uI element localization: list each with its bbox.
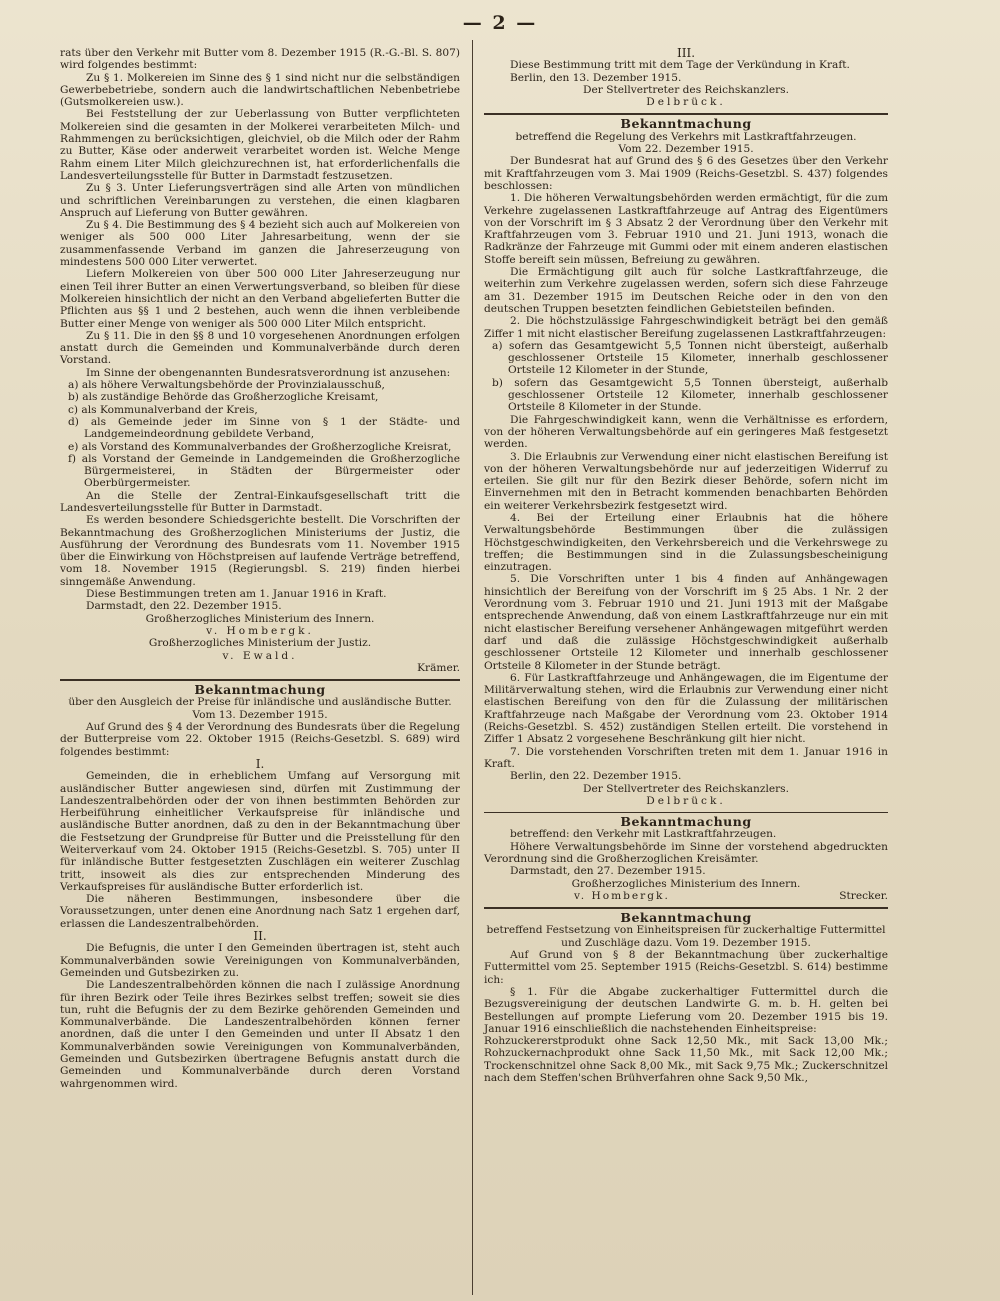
signature-name: Delbrück. <box>646 96 726 109</box>
signature-name: Strecker. <box>839 889 888 902</box>
numbered-paragraph: Die Fahrgeschwindigkeit kann, wenn die Verhältnisse es erfordern, von der höheren Verwaltungsbehörde auf ein geringeres Maß festgesetzt werden. <box>484 413 888 451</box>
announcement-heading: Bekanntmachung <box>620 116 752 132</box>
list-item: a) als höhere Verwaltungsbehörde der Provinzialausschuß, <box>68 379 385 392</box>
signature-row <box>484 890 888 902</box>
list-item: f) als Vorstand der Gemeinde in Landgemeinden die Großherzogliche Bürgermeisterei, in Städten der Bürgermeister oder Oberbürgermeister. <box>68 452 460 490</box>
section-paragraph: Die Landeszentralbehörden können die nach I zulässige Anordnung für ihren Bezirk oder Teile ihres Bezirkes selbst treffen; soweit sie dies tun, ruht die Befugnis der zu dem Bezirke gehörenden Gemeinden und Kommunalverbände. Die Landeszentralbehörden können ferner anordnen, daß die unter I den Gemeinden und unter II Absatz 1 den Kommunalverbänden sowie Vereinigungen von Kommunalverbänden, Gemeinden und Gutsbezirken übertragene Befugnis anstatt durch die Gemeinden und Kommunalverbände durch deren Vorstand wahrgenommen wird. <box>60 979 460 1090</box>
butter-paragraph: Zu § 11. Die in den §§ 8 und 10 vorgesehenen Anordnungen erfolgen anstatt durch die Gemeinden und Kommunalverbände durch deren Vorstand. <box>60 329 460 367</box>
butter-paragraph: Zu § 4. Die Bestimmung des § 4 bezieht sich auch auf Molkereien von weniger als 500 000 Liter Jahresarbeitung, wenn der sie zusammenfassende Verband im ganzen die Jahreserzeugung von mindestens 500 000 Liter verwertet. <box>60 219 460 269</box>
left-column <box>60 47 460 1090</box>
signature-name: v. Ewald. <box>222 649 298 662</box>
section-rule <box>484 907 888 909</box>
announcement-subject: betreffend: den Verkehr mit Lastkraftfahrzeugen. <box>510 828 777 841</box>
section-number: III. <box>676 46 696 60</box>
numbered-paragraph: 5. Die Vorschriften unter 1 bis 4 finden auf Anhängewagen hinsichtlich der Bereifung von der Vorschrift im § 25 Abs. 1 Nr. 2 der Verordnung vom 3. Februar 1910 und 21. Juni 1913 mit der Maßgabe entsprechende Anwendung, daß von einem Lastkraftfahrzeuge nur ein mit nicht elastischer Bereifung versehener Anhängewagen mitgeführt werden darf und daß die zulässige Höchstgeschwindigkeit außerhalb geschlossener Ortsteile 12 Kilometer und innerhalb geschlossener Ortsteile 8 Kilometer in der Stunde beträgt. <box>484 573 888 672</box>
list-item: b) als zuständige Behörde das Großherzogliche Kreisamt, <box>68 391 379 404</box>
numbered-paragraph: 1. Die höheren Verwaltungsbehörden werden ermächtigt, für die zum Verkehre zugelassenen Lastkraftfahrzeuge auf Antrag des Eigentümers von der Vorschrift im § 3 Absatz 2 der Verordnung über den Verkehr mit Kraftfahrzeugen vom 3. Februar 1910 und 21. Juni 1913, wonach die Radkränze der Fahrzeuge mit Gummi oder mit einem anderen elastischen Stoffe bereift sein müssen, Befreiung zu gewähren. <box>484 192 888 266</box>
section-number: I. <box>255 756 265 771</box>
signature-ministry: Großherzogliches Ministerium der Justiz. <box>148 637 372 650</box>
signature-name: Delbrück. <box>646 794 726 807</box>
authority-list <box>60 379 460 490</box>
page-number: — 2 — <box>462 12 538 34</box>
signature-name: Krämer. <box>417 661 460 674</box>
butter-paragraph: Im Sinne der obengenannten Bundesratsverordnung ist anzusehen: <box>86 366 451 379</box>
list-item: c) als Kommunalverband der Kreis, <box>68 403 258 416</box>
section-paragraph: Die Befugnis, die unter I den Gemeinden übertragen ist, steht auch Kommunalverbänden sowie Vereinigungen von Kommunalverbänden, Gemeinden und Gutsbezirken zu. <box>60 942 460 979</box>
announcement-heading: Bekanntmachung <box>620 814 752 830</box>
place-date: Berlin, den 13. Dezember 1915. <box>510 71 682 84</box>
announcement-heading: Bekanntmachung <box>620 910 752 926</box>
section-number: II. <box>253 929 267 944</box>
section-rule <box>484 812 888 813</box>
announcement-intro: Auf Grund von § 8 der Bekanntmachung über zuckerhaltige Futtermittel vom 25. September 1915 (Reichs-Gesetzbl. S. 614) bestimme ich: <box>484 949 888 986</box>
list-item: a) sofern das Gesamtgewicht 5,5 Tonnen nicht übersteigt, außerhalb geschlossener Ortsteile 15 Kilometer, innerhalb geschlossener Ortsteile 12 Kilometer in der Stunde, <box>492 339 888 377</box>
signature-ministry: Großherzogliches Ministerium des Innern. <box>571 877 801 890</box>
signature-name: v. Hombergk. <box>574 889 670 902</box>
signature-title: Der Stellvertreter des Reichskanzlers. <box>583 782 789 795</box>
numbered-paragraph: Die Ermächtigung gilt auch für solche Lastkraftfahrzeuge, die weiterhin zum Verkehre zugelassen werden, sofern sich diese Fahrzeuge am 31. Dezember 1915 im Deutschen Reiche oder in den von den deutschen Truppen besetzten feindlichen Gebietsteilen befinden. <box>484 266 888 315</box>
butter-regulations <box>60 47 460 379</box>
numbered-paragraph: 7. Die vorstehenden Vorschriften treten mit dem 1. Januar 1916 in Kraft. <box>484 745 888 770</box>
section-paragraph: Die näheren Bestimmungen, insbesondere über die Voraussetzungen, unter denen eine Anordnung nach Satz 1 ergehen darf, erlassen die Landeszentralbehörden. <box>60 893 460 930</box>
butter-paragraph: rats über den Verkehr mit Butter vom 8. Dezember 1915 (R.-G.-Bl. S. 807) wird folgendes bestimmt: <box>60 47 460 72</box>
column-divider <box>472 40 473 1295</box>
numbered-paragraph: 2. Die höchstzulässige Fahrgeschwindigkeit beträgt bei den gemäß Ziffer 1 mit nicht elastischer Bereifung zugelassenen Lastkraftfahrzeugen: <box>484 315 888 340</box>
butter-paragraph: Bei Feststellung der zur Ueberlassung von Butter verpflichteten Molkereien sind die gesamten in der Molkerei verarbeiteten Milch- und Rahmmengen zu berücksichtigen, gleichviel, ob die Milch oder der Rahm zu Butter, Käse oder anderweit verarbeitet worden ist. Welche Menge Rahm einem Liter Milch gleichzurechnen ist, hat erforderlichenfalls die Landesverteilungsstelle für Butter in Darmstadt festzusetzen. <box>60 108 460 182</box>
announcement-date: Vom 22. Dezember 1915. <box>618 143 754 156</box>
butter-closing: Es werden besondere Schiedsgerichte bestellt. Die Vorschriften der Bekanntmachung des Großherzoglichen Ministeriums der Justiz, die Ausführung der Verordnung des Bundesrats vom 11. November 1915 über die Einwirkung von Höchstpreisen auf laufende Verträge betreffend, vom 18. November 1915 (Regierungsbl. S. 219) finden hierbei sinngemäße Anwendung. <box>60 514 460 588</box>
section-paragraph: Gemeinden, die in erheblichem Umfang auf Versorgung mit ausländischer Butter angewiesen sind, dürfen mit Zustimmung der Landeszentralbehörden oder der von ihnen bestimmten Behörden zur Herbeiführung einheitlicher Verkaufspreise für inländische und ausländische Butter anordnen, daß zu den in der Bekanntmachung über die Festsetzung der Grundpreise für Butter und die Preisstellung für den Weiterverkauf vom 24. Oktober 1915 (Reichs-Gesetzbl. S. 705) unter II für inländische Butter festgesetzten Zuschlägen ein weiterer Zuschlag tritt, insoweit als dies zur entsprechenden Minderung des Verkaufspreises für ausländische Butter erforderlich ist. <box>60 770 460 893</box>
place-date: Berlin, den 22. Dezember 1915. <box>510 770 682 783</box>
signature-name: v. Hombergk. <box>206 624 314 637</box>
butter-paragraph: Zu § 3. Unter Lieferungsverträgen sind alle Arten von mündlichen und schriftlichen Vereinbarungen zu verstehen, die einen klagbaren Anspruch auf Lieferung von Butter gewähren. <box>60 182 460 219</box>
announcement-subject: betreffend Festsetzung von Einheitspreisen für zuckerhaltige Futtermittel und Zuschläge dazu. Vom 19. Dezember 1915. <box>486 924 886 949</box>
speed-list <box>484 340 888 414</box>
announcement-date: Vom 13. Dezember 1915. <box>192 708 328 721</box>
section-paragraph: Höhere Verwaltungsbehörde im Sinne der vorstehend abgedruckten Verordnung sind die Großherzoglichen Kreisämter. <box>484 840 888 865</box>
numbered-paragraph: 4. Bei der Erteilung einer Erlaubnis hat die höhere Verwaltungsbehörde Bestimmungen über die zulässigen Höchstgeschwindigkeiten, den Verkehrsbereich und die Verkehrswege zu treffen; die Bestimmungen sind in die Zulassungsbescheinigung einzutragen. <box>484 511 888 574</box>
list-item: e) als Vorstand des Kommunalverbandes der Großherzogliche Kreisrat, <box>68 440 452 453</box>
butter-closing: Diese Bestimmungen treten am 1. Januar 1916 in Kraft. <box>86 588 387 601</box>
butter-paragraph: Liefern Molkereien von über 500 000 Liter Jahreserzeugung nur einen Teil ihrer Butter an einen Verwertungsverband, so bleiben für diese Molkereien hinsichtlich der nicht an den Verband abgelieferten Butter die Pflichten aus §§ 1 und 2 bestehen, auch wenn die ihnen verbleibende Butter einer Menge von weniger als 500 000 Liter Milch entspricht. <box>60 268 460 330</box>
section-rule <box>484 113 888 115</box>
section-paragraph: § 1. Für die Abgabe zuckerhaltiger Futtermittel durch die Bezugsvereinigung der deutschen Landwirte G. m. b. H. gelten bei Bestellungen auf prompte Lieferung vom 20. Dezember 1915 bis 19. Januar 1916 einschließlich die nachstehenden Einheitspreise: <box>484 985 888 1035</box>
list-item: b) sofern das Gesamtgewicht 5,5 Tonnen übersteigt, außerhalb geschlossener Ortsteile 12 Kilometer, innerhalb geschlossener Ortsteile 8 Kilometer in der Stunde. <box>492 376 888 414</box>
section-paragraph: Diese Bestimmung tritt mit dem Tage der Verkündung in Kraft. <box>510 59 850 72</box>
announcement-intro: Der Bundesrat hat auf Grund des § 6 des Gesetzes über den Verkehr mit Kraftfahrzeugen vom 3. Mai 1909 (Reichs-Gesetzbl. S. 437) folgendes beschlossen: <box>484 155 888 192</box>
butter-closing: An die Stelle der Zentral-Einkaufsgesellschaft tritt die Landesverteilungsstelle für Butter in Darmstadt. <box>60 489 460 514</box>
announcement-subject: über den Ausgleich der Preise für inländische und ausländische Butter. <box>68 696 452 709</box>
price-list: Rohzuckererstprodukt ohne Sack 12,50 Mk., mit Sack 13,00 Mk.; Rohzuckernachprodukt ohne Sack 11,50 Mk., mit Sack 12,00 Mk.; Trockenschnitzel ohne Sack 8,00 Mk., mit Sack 9,75 Mk.; Zuckerschnitzel nach dem Steffen'schen Brühverfahren ohne Sack 9,50 Mk., <box>484 1035 888 1085</box>
announcement-subject: betreffend die Regelung des Verkehrs mit Lastkraftfahrzeugen. <box>515 130 857 143</box>
place-date: Darmstadt, den 27. Dezember 1915. <box>510 865 706 878</box>
section-rule <box>60 679 460 681</box>
butter-paragraph: Zu § 1. Molkereien im Sinne des § 1 sind nicht nur die selbständigen Gewerbebetriebe, sondern auch die landwirtschaftlichen Nebenbetriebe (Gutsmolkereien usw.). <box>60 71 460 109</box>
numbered-paragraph: 3. Die Erlaubnis zur Verwendung einer nicht elastischen Bereifung ist von der höheren Verwaltungsbehörde nur auf jederzeitigen Widerruf zu erteilen. Sie gilt nur für den Bezirk dieser Behörde, sofern nicht im Einvernehmen mit den in Betracht kommenden benachbarten Behörden ein weiterer Verkehrsbezirk festgesetzt wird. <box>484 450 888 512</box>
signature-ministry: Großherzogliches Ministerium des Innern. <box>145 612 375 625</box>
numbered-paragraph: 6. Für Lastkraftfahrzeuge und Anhängewagen, die im Eigentume der Militärverwaltung stehen, wird die Erlaubnis zur Verwendung einer nicht elastischen Bereifung von den für die Zulassung der militärischen Kraftfahrzeuge nach Maßgabe der Verordnung vom 23. Oktober 1914 (Reichs-Gesetzbl. S. 452) zuständigen Stellen erteilt. Die vorstehend in Ziffer 1 Absatz 2 vorgesehene Beschränkung gilt hier nicht. <box>484 671 888 746</box>
list-item: d) als Gemeinde jeder im Sinne von § 1 der Städte- und Landgemeindeordnung gebildete Verband, <box>68 415 460 441</box>
announcement-intro: Auf Grund des § 4 der Verordnung des Bundesrats über die Regelung der Butterpreise vom 22. Oktober 1915 (Reichs-Gesetzbl. S. 689) wird folgendes bestimmt: <box>60 721 460 758</box>
right-column <box>484 47 888 1084</box>
place-date: Darmstadt, den 22. Dezember 1915. <box>86 600 282 613</box>
signature-title: Der Stellvertreter des Reichskanzlers. <box>583 83 789 96</box>
announcement-heading: Bekanntmachung <box>194 682 326 698</box>
